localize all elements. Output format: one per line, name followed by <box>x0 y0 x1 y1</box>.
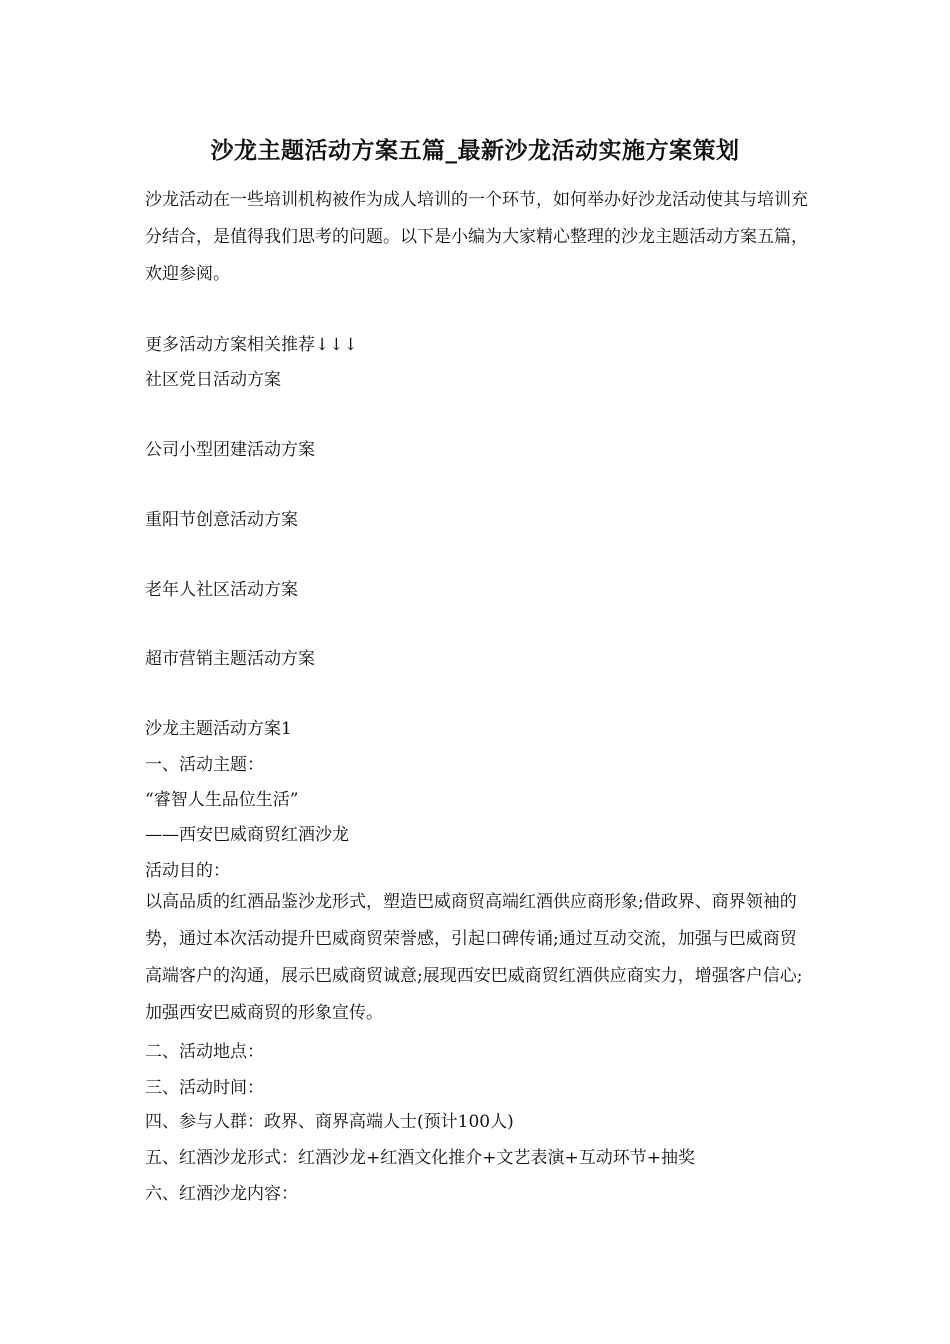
time-line: 三、活动时间： <box>145 1078 264 1098</box>
participants-line: 四、参与人群：政界、商界高端人士(预计100人) <box>145 1112 514 1132</box>
more-recommendations-label: 更多活动方案相关推荐↓↓↓ <box>145 335 358 355</box>
purpose-paragraph: 以高品质的红酒品鉴沙龙形式，塑造巴威商贸高端红酒供应商形象;借政界、商界领袖的势，通过本次活动提升巴威商贸荣誉感，引起口碑传诵;通过互动交流，加强与巴威商贸高端客户的沟通，展示巴威商贸诚意;展现西安巴威商贸红酒供应商实力，增强客户信心;加强西安巴威商贸的形象宣传。 <box>145 892 803 1023</box>
related-link-company-team-building[interactable]: 公司小型团建活动方案 <box>145 440 315 460</box>
related-link-supermarket-marketing[interactable]: 超市营销主题活动方案 <box>145 649 315 669</box>
related-link-community-party-day[interactable]: 社区党日活动方案 <box>145 370 281 390</box>
content-line: 六、红酒沙龙内容： <box>145 1184 298 1204</box>
section-heading: 沙龙主题活动方案1 <box>145 719 292 739</box>
related-link-double-ninth-festival[interactable]: 重阳节创意活动方案 <box>145 510 298 530</box>
location-line: 二、活动地点： <box>145 1042 264 1062</box>
purpose-label: 活动目的： <box>145 861 230 881</box>
document-title: 沙龙主题活动方案五篇_最新沙龙活动实施方案策划 <box>210 137 740 164</box>
related-link-elderly-community[interactable]: 老年人社区活动方案 <box>145 580 298 600</box>
theme-label: 一、活动主题： <box>145 755 264 775</box>
theme-subtitle: ——西安巴威商贸红酒沙龙 <box>145 825 349 845</box>
intro-paragraph: 沙龙活动在一些培训机构被作为成人培训的一个环节，如何举办好沙龙活动使其与培训充分结合，是值得我们思考的问题。以下是小编为大家精心整理的沙龙主题活动方案五篇，欢迎参阅。 <box>145 190 808 284</box>
format-line: 五、红酒沙龙形式：红酒沙龙+红酒文化推介+文艺表演+互动环节+抽奖 <box>145 1148 695 1168</box>
theme-quote: “睿智人生品位生活” <box>145 790 299 810</box>
